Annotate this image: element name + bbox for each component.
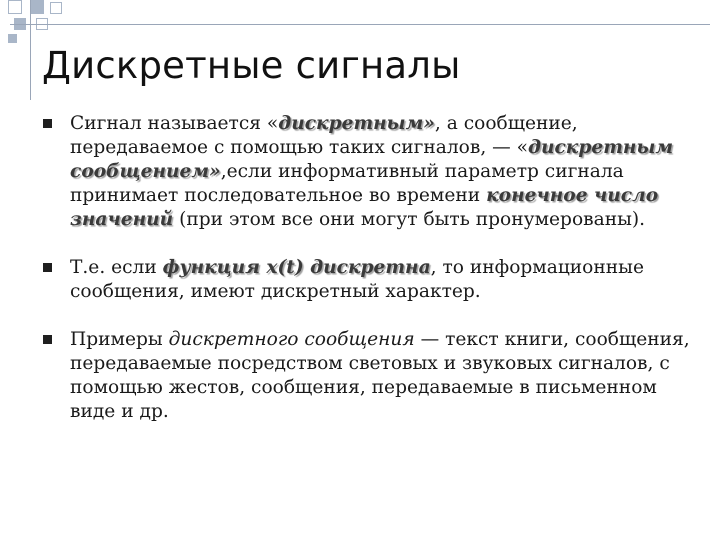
text-run: — текст книги, сообщения, передаваемые посредством световых и звуковых сигналов, с помощью жестов, сообщения, передаваемые в письменном виде и др. xyxy=(70,329,690,422)
italic-text: дискретного сообщения xyxy=(168,329,415,350)
emphasis-text: дискретным» xyxy=(278,113,435,134)
bullet-item xyxy=(40,112,700,232)
deco-square xyxy=(50,2,62,14)
deco-square xyxy=(8,34,17,43)
horizontal-rule xyxy=(10,24,710,25)
deco-square xyxy=(8,0,22,14)
bullet-item xyxy=(40,256,700,304)
deco-square xyxy=(30,0,44,14)
text-run: ,если информативный параметр сигнала принимает последовательное во времени xyxy=(70,161,624,206)
text-run: Т.е. если xyxy=(70,257,163,278)
bullet-item xyxy=(40,328,700,424)
square-bullet-icon xyxy=(43,263,52,272)
text-run: Сигнал называется « xyxy=(70,113,279,134)
text-run: , а сообщение, передаваемое с помощью таких сигналов, — « xyxy=(70,113,578,158)
text-run: (при этом все они могут быть пронумерованы). xyxy=(173,209,646,230)
decorative-squares xyxy=(0,0,80,50)
square-bullet-icon xyxy=(43,335,52,344)
slide-title: Дискретные сигналы xyxy=(42,44,461,87)
square-bullet-icon xyxy=(43,119,52,128)
emphasis-text: дискретным сообщением» xyxy=(70,137,674,182)
text-run: , то информационные сообщения, имеют дискретный характер. xyxy=(70,257,644,302)
emphasis-text: конечное число значений xyxy=(70,185,659,230)
bullet-list xyxy=(40,112,700,448)
emphasis-text: функция x(t) дискретна xyxy=(162,257,431,278)
text-run: Примеры xyxy=(70,329,169,350)
vertical-rule xyxy=(30,0,31,100)
